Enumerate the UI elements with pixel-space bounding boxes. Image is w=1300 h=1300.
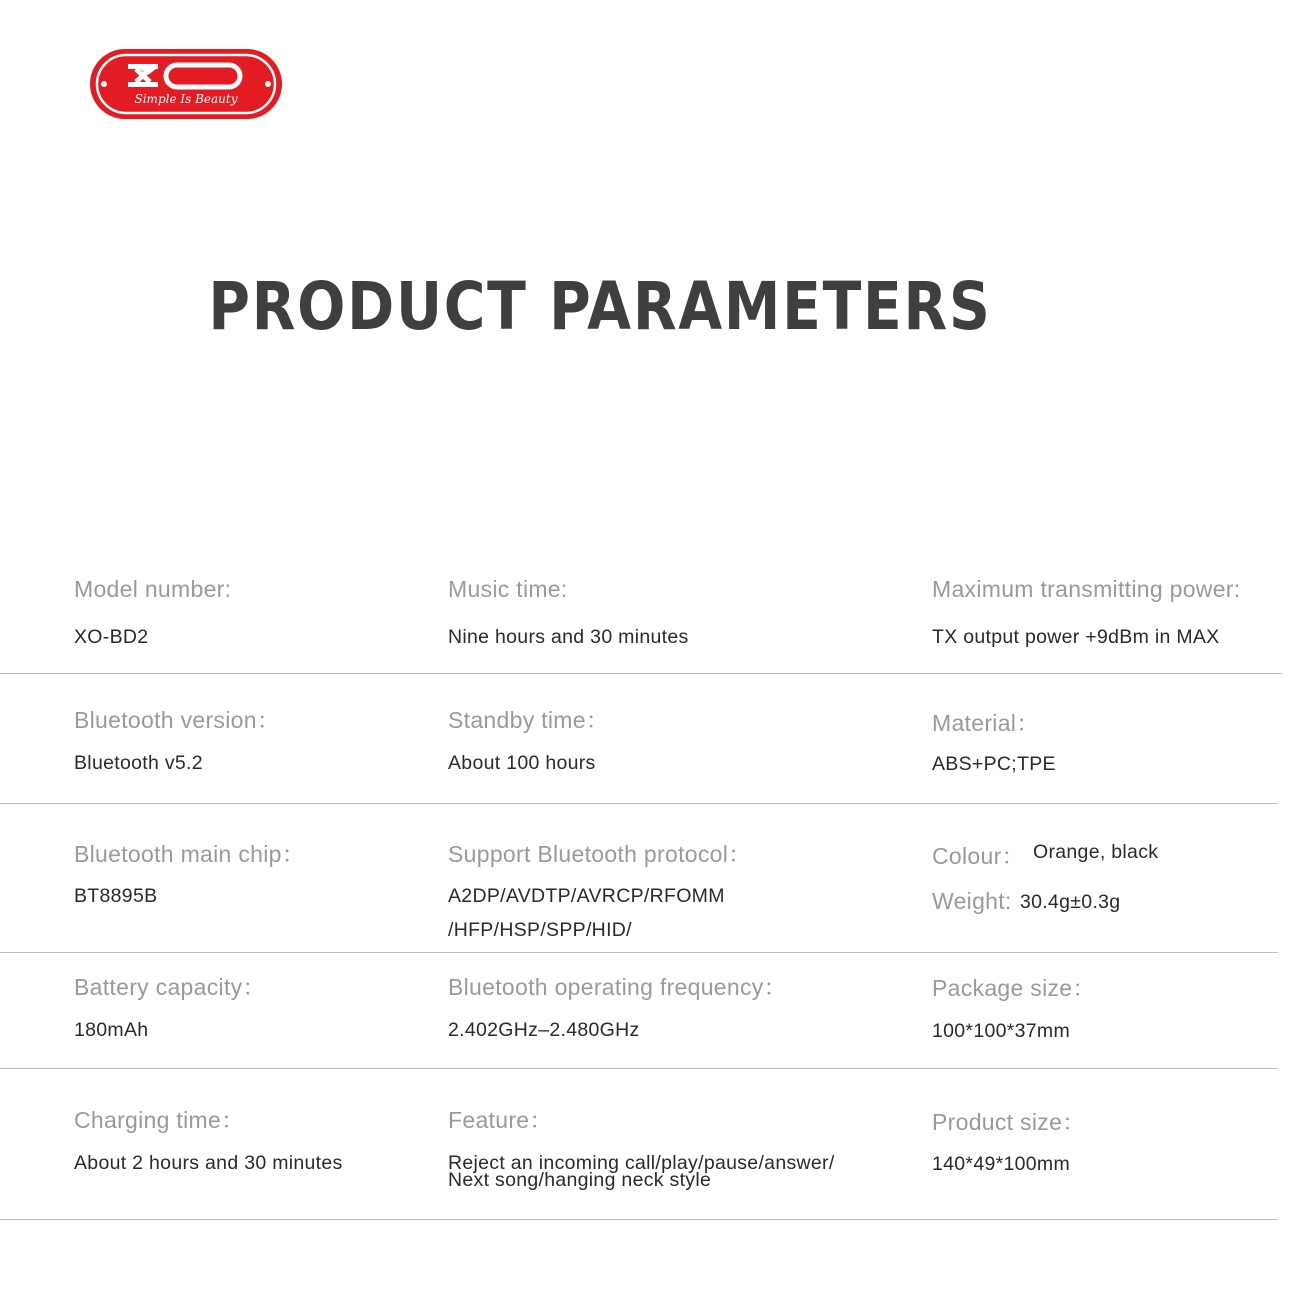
standby-time-value: About 100 hours bbox=[448, 752, 596, 774]
product-size-value: 140*49*100mm bbox=[932, 1153, 1071, 1175]
row-divider bbox=[0, 1219, 1278, 1220]
music-time-value: Nine hours and 30 minutes bbox=[448, 626, 689, 648]
bluetooth-frequency-value: 2.402GHz–2.480GHz bbox=[448, 1019, 640, 1041]
weight-label: Weight: bbox=[932, 888, 1012, 914]
bluetooth-protocol-value-line2: /HFP/HSP/SPP/HID/ bbox=[448, 919, 632, 941]
logo-slogan: Simple Is Beauty bbox=[134, 92, 238, 106]
battery-capacity-value: 180mAh bbox=[74, 1019, 149, 1041]
row-divider bbox=[0, 673, 1282, 674]
bluetooth-protocol-value-line1: A2DP/AVDTP/AVRCP/RFOMM bbox=[448, 885, 725, 907]
weight-value: 30.4g±0.3g bbox=[1020, 891, 1121, 913]
charging-time-value: About 2 hours and 30 minutes bbox=[74, 1152, 343, 1174]
model-number-value: XO-BD2 bbox=[74, 626, 149, 648]
row-divider bbox=[0, 1068, 1278, 1069]
bluetooth-protocol-label: Support Bluetooth protocol： bbox=[448, 841, 752, 867]
colour-label: Colour： bbox=[932, 843, 1025, 869]
row-divider bbox=[0, 952, 1278, 953]
music-time-label: Music time: bbox=[448, 576, 568, 602]
model-number-label: Model number: bbox=[74, 576, 232, 602]
package-size-label: Package size： bbox=[932, 975, 1096, 1001]
row-divider bbox=[0, 803, 1278, 804]
feature-value-line2: Next song/hanging neck style bbox=[448, 1169, 712, 1191]
standby-time-label: Standby time： bbox=[448, 707, 610, 733]
colour-value: Orange, black bbox=[1033, 841, 1159, 863]
package-size-value: 100*100*37mm bbox=[932, 1020, 1071, 1042]
bluetooth-chip-label: Bluetooth main chip： bbox=[74, 841, 306, 867]
xo-logo bbox=[88, 47, 284, 121]
feature-label: Feature： bbox=[448, 1107, 553, 1133]
page-title: PRODUCT PARAMETERS bbox=[208, 268, 992, 345]
charging-time-label: Charging time： bbox=[74, 1107, 245, 1133]
bluetooth-frequency-label: Bluetooth operating frequency： bbox=[448, 974, 787, 1000]
battery-capacity-label: Battery capacity： bbox=[74, 974, 266, 1000]
max-power-value: TX output power +9dBm in MAX bbox=[932, 626, 1220, 648]
product-size-label: Product size： bbox=[932, 1109, 1086, 1135]
bluetooth-version-label: Bluetooth version： bbox=[74, 707, 281, 733]
material-label: Material： bbox=[932, 710, 1040, 736]
bluetooth-version-value: Bluetooth v5.2 bbox=[74, 752, 203, 774]
bluetooth-chip-value: BT8895B bbox=[74, 885, 158, 907]
feature-value-line1: Reject an incoming call/play/pause/answer/ bbox=[448, 1152, 835, 1174]
max-power-label: Maximum transmitting power: bbox=[932, 576, 1241, 602]
material-value: ABS+PC;TPE bbox=[932, 753, 1056, 775]
xo-logo-graphic bbox=[88, 47, 284, 121]
